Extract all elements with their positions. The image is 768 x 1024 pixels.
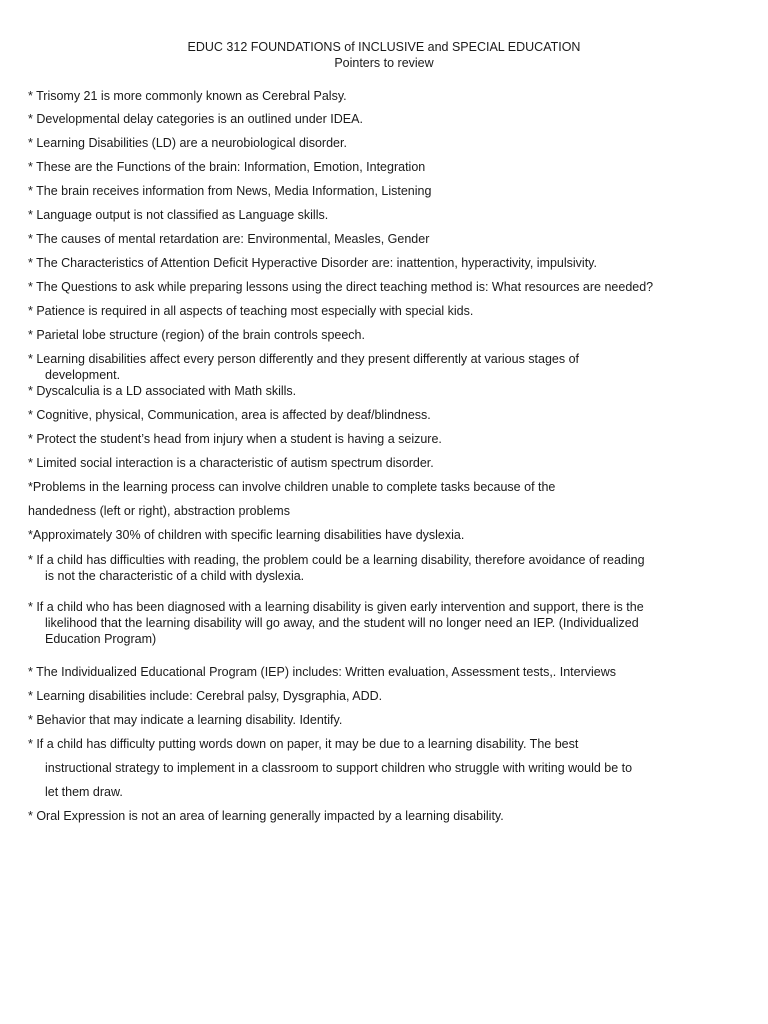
pointer-line: * Patience is required in all aspects of teaching most especially with special kids. bbox=[28, 304, 474, 318]
pointer-line: *Problems in the learning process can involve children unable to complete tasks because of the bbox=[28, 480, 556, 494]
pointer-line: * The Individualized Educational Program (IEP) includes: Written evaluation, Assessment tests,. Interviews bbox=[28, 665, 617, 679]
pointer-line: * The Characteristics of Attention Deficit Hyperactive Disorder are: inattention, hyperactivity, impulsivity. bbox=[28, 256, 597, 270]
pointer-line: * Oral Expression is not an area of learning generally impacted by a learning disability. bbox=[28, 809, 504, 823]
pointer-line: * These are the Functions of the brain: Information, Emotion, Integration bbox=[28, 160, 426, 174]
document-title: EDUC 312 FOUNDATIONS of INCLUSIVE and SPECIAL EDUCATION bbox=[187, 40, 581, 54]
pointer-continuation-line: likelihood that the learning disability will go away, and the student will no longer need an IEP. (Individualized bbox=[45, 616, 639, 630]
document-subtitle: Pointers to review bbox=[334, 56, 434, 70]
pointer-line: * Protect the student’s head from injury when a student is having a seizure. bbox=[28, 432, 442, 446]
pointer-continuation-line: instructional strategy to implement in a classroom to support children who struggle with writing would be to bbox=[45, 761, 633, 775]
pointer-line: *Approximately 30% of children with specific learning disabilities have dyslexia. bbox=[28, 528, 465, 542]
pointer-line: * If a child has difficulty putting words down on paper, it may be due to a learning disability. The best bbox=[28, 737, 579, 751]
pointer-continuation-line: handedness (left or right), abstraction problems bbox=[28, 504, 290, 518]
pointer-continuation-line: development. bbox=[45, 368, 121, 382]
pointer-line: * Language output is not classified as Language skills. bbox=[28, 208, 329, 222]
pointer-line: * Learning disabilities include: Cerebral palsy, Dysgraphia, ADD. bbox=[28, 689, 383, 703]
pointer-line: * The Questions to ask while preparing lessons using the direct teaching method is: What resources are needed? bbox=[28, 280, 654, 294]
pointer-line: * Dyscalculia is a LD associated with Math skills. bbox=[28, 384, 297, 398]
pointer-line: * Developmental delay categories is an outlined under IDEA. bbox=[28, 112, 363, 126]
pointer-line: * Learning disabilities affect every person differently and they present differently at various stages of bbox=[28, 352, 580, 366]
pointer-line: * Parietal lobe structure (region) of the brain controls speech. bbox=[28, 328, 365, 342]
pointer-line: * If a child who has been diagnosed with a learning disability is given early intervention and support, there is the bbox=[28, 600, 644, 614]
pointer-line: * Trisomy 21 is more commonly known as Cerebral Palsy. bbox=[28, 89, 347, 103]
pointer-line: * Behavior that may indicate a learning disability. Identify. bbox=[28, 713, 343, 727]
pointer-line: * The causes of mental retardation are: Environmental, Measles, Gender bbox=[28, 232, 430, 246]
pointer-line: * If a child has difficulties with reading, the problem could be a learning disability, therefore avoidance of reading bbox=[28, 553, 645, 567]
pointer-line: * Learning Disabilities (LD) are a neurobiological disorder. bbox=[28, 136, 347, 150]
pointer-continuation-line: Education Program) bbox=[45, 632, 157, 646]
pointer-continuation-line: is not the characteristic of a child with dyslexia. bbox=[45, 569, 305, 583]
pointer-continuation-line: let them draw. bbox=[45, 785, 123, 799]
pointer-line: * The brain receives information from News, Media Information, Listening bbox=[28, 184, 432, 198]
pointer-line: * Limited social interaction is a characteristic of autism spectrum disorder. bbox=[28, 456, 434, 470]
pointer-line: * Cognitive, physical, Communication, area is affected by deaf/blindness. bbox=[28, 408, 431, 422]
